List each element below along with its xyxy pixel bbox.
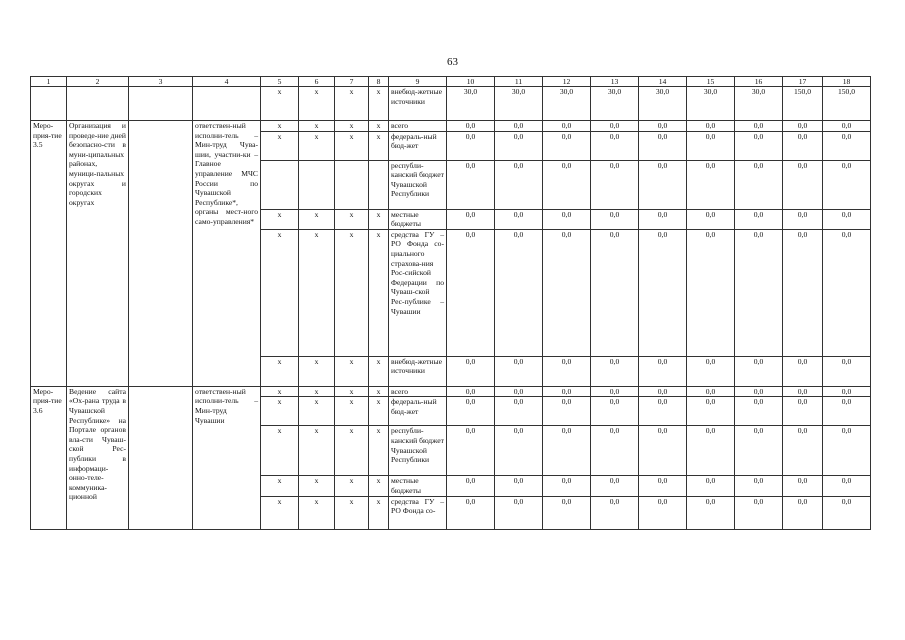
value-cell: 0,0 [735,496,783,529]
value-cell: 0,0 [543,209,591,229]
mark-cell: x [261,209,299,229]
mark-cell: x [261,229,299,356]
value-cell: 0,0 [687,426,735,476]
value-cell: 0,0 [823,386,871,397]
value-cell: 0,0 [495,496,543,529]
mark-cell: x [335,209,369,229]
value-cell: 0,0 [735,209,783,229]
value-cell: 0,0 [639,426,687,476]
column-number: 2 [67,77,129,87]
value-cell: 0,0 [495,426,543,476]
value-cell: 0,0 [447,121,495,132]
mark-cell: x [335,121,369,132]
mark-cell: x [261,87,299,121]
value-cell: 0,0 [823,496,871,529]
value-cell: 150,0 [783,87,823,121]
table-row [31,121,871,132]
mark-cell: x [335,386,369,397]
value-cell: 0,0 [735,386,783,397]
empty-cell [193,87,261,121]
column-number: 8 [369,77,389,87]
value-cell: 0,0 [687,386,735,397]
value-cell: 0,0 [447,386,495,397]
value-cell: 0,0 [823,426,871,476]
value-cell: 0,0 [783,160,823,209]
value-cell: 0,0 [591,476,639,496]
column-number: 15 [687,77,735,87]
value-cell: 0,0 [543,160,591,209]
funding-source: республи-канский бюджет Чувашской Республики [389,426,447,476]
value-cell: 0,0 [639,397,687,426]
mark-cell: x [299,131,335,160]
value-cell: 0,0 [543,229,591,356]
mark-cell [299,160,335,209]
value-cell: 0,0 [783,121,823,132]
funding-source: всего [389,121,447,132]
column-number: 6 [299,77,335,87]
value-cell: 0,0 [591,209,639,229]
mark-cell: x [369,229,389,356]
mark-cell: x [369,476,389,496]
mark-cell: x [299,87,335,121]
mark-cell: x [261,386,299,397]
mark-cell: x [335,496,369,529]
column-number: 18 [823,77,871,87]
value-cell: 0,0 [783,496,823,529]
value-cell: 150,0 [823,87,871,121]
value-cell: 0,0 [447,426,495,476]
value-cell: 0,0 [639,356,687,386]
mark-cell: x [335,229,369,356]
value-cell: 0,0 [447,397,495,426]
value-cell: 0,0 [639,209,687,229]
empty-cell [129,87,193,121]
funding-source: республи-канский бюджет Чувашской Республики [389,160,447,209]
value-cell: 0,0 [687,131,735,160]
funding-source: средства ГУ – РО Фонда со-циального страхова-ния Рос-сийской Федерации по Чуваш-ской Рес-публике – Чувашии [389,229,447,356]
column-number: 9 [389,77,447,87]
funding-source: федераль-ный бюд-жет [389,397,447,426]
mark-cell: x [369,131,389,160]
mark-cell: x [369,397,389,426]
value-cell: 0,0 [687,229,735,356]
value-cell: 0,0 [639,229,687,356]
funding-source: местные бюджеты [389,476,447,496]
value-cell: 30,0 [639,87,687,121]
column-number: 16 [735,77,783,87]
value-cell: 0,0 [447,496,495,529]
mark-cell: x [369,426,389,476]
value-cell: 0,0 [591,356,639,386]
event-id: Меро-прия-тие 3.6 [31,386,67,529]
mark-cell: x [299,356,335,386]
value-cell: 0,0 [735,131,783,160]
mark-cell: x [261,476,299,496]
value-cell: 0,0 [639,121,687,132]
value-cell: 0,0 [687,121,735,132]
value-cell: 30,0 [591,87,639,121]
value-cell: 30,0 [687,87,735,121]
empty-cell [31,87,67,121]
value-cell: 0,0 [543,356,591,386]
mark-cell: x [261,121,299,132]
value-cell: 0,0 [687,476,735,496]
value-cell: 0,0 [495,121,543,132]
funding-source: средства ГУ – РО Фонда со- [389,496,447,529]
value-cell: 0,0 [543,496,591,529]
column-number: 1 [31,77,67,87]
value-cell: 0,0 [823,131,871,160]
value-cell: 0,0 [447,476,495,496]
mark-cell: x [335,476,369,496]
value-cell: 0,0 [823,229,871,356]
funding-source: внебюд-жетные источники [389,356,447,386]
funding-table [30,76,871,530]
mark-cell: x [335,397,369,426]
mark-cell [369,160,389,209]
event-id: Меро-прия-тие 3.5 [31,121,67,387]
value-cell: 0,0 [543,386,591,397]
value-cell: 0,0 [783,426,823,476]
mark-cell: x [299,121,335,132]
mark-cell: x [369,496,389,529]
page-number: 63 [447,56,458,68]
value-cell: 30,0 [543,87,591,121]
value-cell: 0,0 [591,386,639,397]
mark-cell: x [261,131,299,160]
value-cell: 0,0 [735,397,783,426]
value-cell: 0,0 [591,426,639,476]
column-number: 10 [447,77,495,87]
value-cell: 0,0 [543,131,591,160]
value-cell: 0,0 [495,386,543,397]
value-cell: 0,0 [823,476,871,496]
mark-cell: x [261,356,299,386]
value-cell: 0,0 [687,496,735,529]
mark-cell: x [335,356,369,386]
value-cell: 0,0 [687,397,735,426]
column-number: 12 [543,77,591,87]
value-cell: 0,0 [639,131,687,160]
mark-cell: x [369,209,389,229]
table-row [31,87,871,121]
value-cell: 0,0 [783,356,823,386]
column-number: 13 [591,77,639,87]
value-cell: 0,0 [639,496,687,529]
mark-cell: x [369,386,389,397]
mark-cell: x [335,426,369,476]
mark-cell: x [299,209,335,229]
event-name: Организация и проведе-ние дней безопасно-сти в муни-ципальных районах, муници-пальных округах и городских округах [67,121,129,387]
mark-cell: x [299,397,335,426]
event-executor: ответствен-ный исполни-тель – Мин-труд Чувашии [193,386,261,529]
mark-cell: x [299,386,335,397]
value-cell: 0,0 [639,476,687,496]
value-cell: 0,0 [591,229,639,356]
value-cell: 0,0 [543,476,591,496]
value-cell: 0,0 [495,356,543,386]
value-cell: 0,0 [639,386,687,397]
value-cell: 30,0 [495,87,543,121]
mark-cell: x [369,87,389,121]
funding-source: местные бюджеты [389,209,447,229]
mark-cell [261,160,299,209]
value-cell: 0,0 [783,476,823,496]
mark-cell: x [369,121,389,132]
value-cell: 0,0 [735,476,783,496]
value-cell: 0,0 [543,121,591,132]
event-name: Ведение сайта «Ох-рана труда в Чувашской Республике» на Портале органов вла-сти Чуваш-ской Рес-публики в информаци-онно-теле-коммуника-ционной [67,386,129,529]
value-cell: 0,0 [823,356,871,386]
value-cell: 0,0 [495,476,543,496]
column-number: 4 [193,77,261,87]
value-cell: 30,0 [735,87,783,121]
mark-cell: x [335,131,369,160]
funding-source: федераль-ный бюд-жет [389,131,447,160]
mark-cell [335,160,369,209]
mark-cell: x [261,426,299,476]
value-cell: 0,0 [687,356,735,386]
value-cell: 0,0 [543,426,591,476]
event-executor: ответствен-ный исполни-тель – Мин-труд Чува-шии, участни-ки – Главное управление МЧС России по Чувашской Республике*, органы мест-ного само-управления* [193,121,261,387]
column-number: 3 [129,77,193,87]
mark-cell: x [369,356,389,386]
value-cell: 30,0 [447,87,495,121]
value-cell: 0,0 [823,209,871,229]
value-cell: 0,0 [735,121,783,132]
value-cell: 0,0 [639,160,687,209]
value-cell: 0,0 [591,121,639,132]
value-cell: 0,0 [591,496,639,529]
column-number: 14 [639,77,687,87]
value-cell: 0,0 [591,397,639,426]
value-cell: 0,0 [783,386,823,397]
value-cell: 0,0 [783,131,823,160]
value-cell: 0,0 [447,356,495,386]
value-cell: 0,0 [495,229,543,356]
value-cell: 0,0 [687,209,735,229]
empty-cell [67,87,129,121]
value-cell: 0,0 [823,160,871,209]
value-cell: 0,0 [495,397,543,426]
value-cell: 0,0 [495,131,543,160]
value-cell: 0,0 [783,397,823,426]
column-number: 7 [335,77,369,87]
column-number: 17 [783,77,823,87]
value-cell: 0,0 [591,160,639,209]
value-cell: 0,0 [495,160,543,209]
value-cell: 0,0 [447,209,495,229]
value-cell: 0,0 [783,209,823,229]
empty-cell [129,386,193,529]
mark-cell: x [299,476,335,496]
table-row [31,386,871,397]
mark-cell: x [261,496,299,529]
value-cell: 0,0 [823,121,871,132]
mark-cell: x [299,496,335,529]
value-cell: 0,0 [447,131,495,160]
value-cell: 0,0 [735,229,783,356]
value-cell: 0,0 [447,160,495,209]
mark-cell: x [299,426,335,476]
column-number: 11 [495,77,543,87]
funding-source: всего [389,386,447,397]
value-cell: 0,0 [735,160,783,209]
value-cell: 0,0 [735,426,783,476]
mark-cell: x [261,397,299,426]
value-cell: 0,0 [591,131,639,160]
funding-source: внебюд-жетные источники [389,87,447,121]
value-cell: 0,0 [543,397,591,426]
mark-cell: x [335,87,369,121]
value-cell: 0,0 [687,160,735,209]
column-number-row [31,77,871,87]
value-cell: 0,0 [823,397,871,426]
value-cell: 0,0 [447,229,495,356]
column-number: 5 [261,77,299,87]
mark-cell: x [299,229,335,356]
value-cell: 0,0 [735,356,783,386]
value-cell: 0,0 [783,229,823,356]
empty-cell [129,121,193,387]
value-cell: 0,0 [495,209,543,229]
